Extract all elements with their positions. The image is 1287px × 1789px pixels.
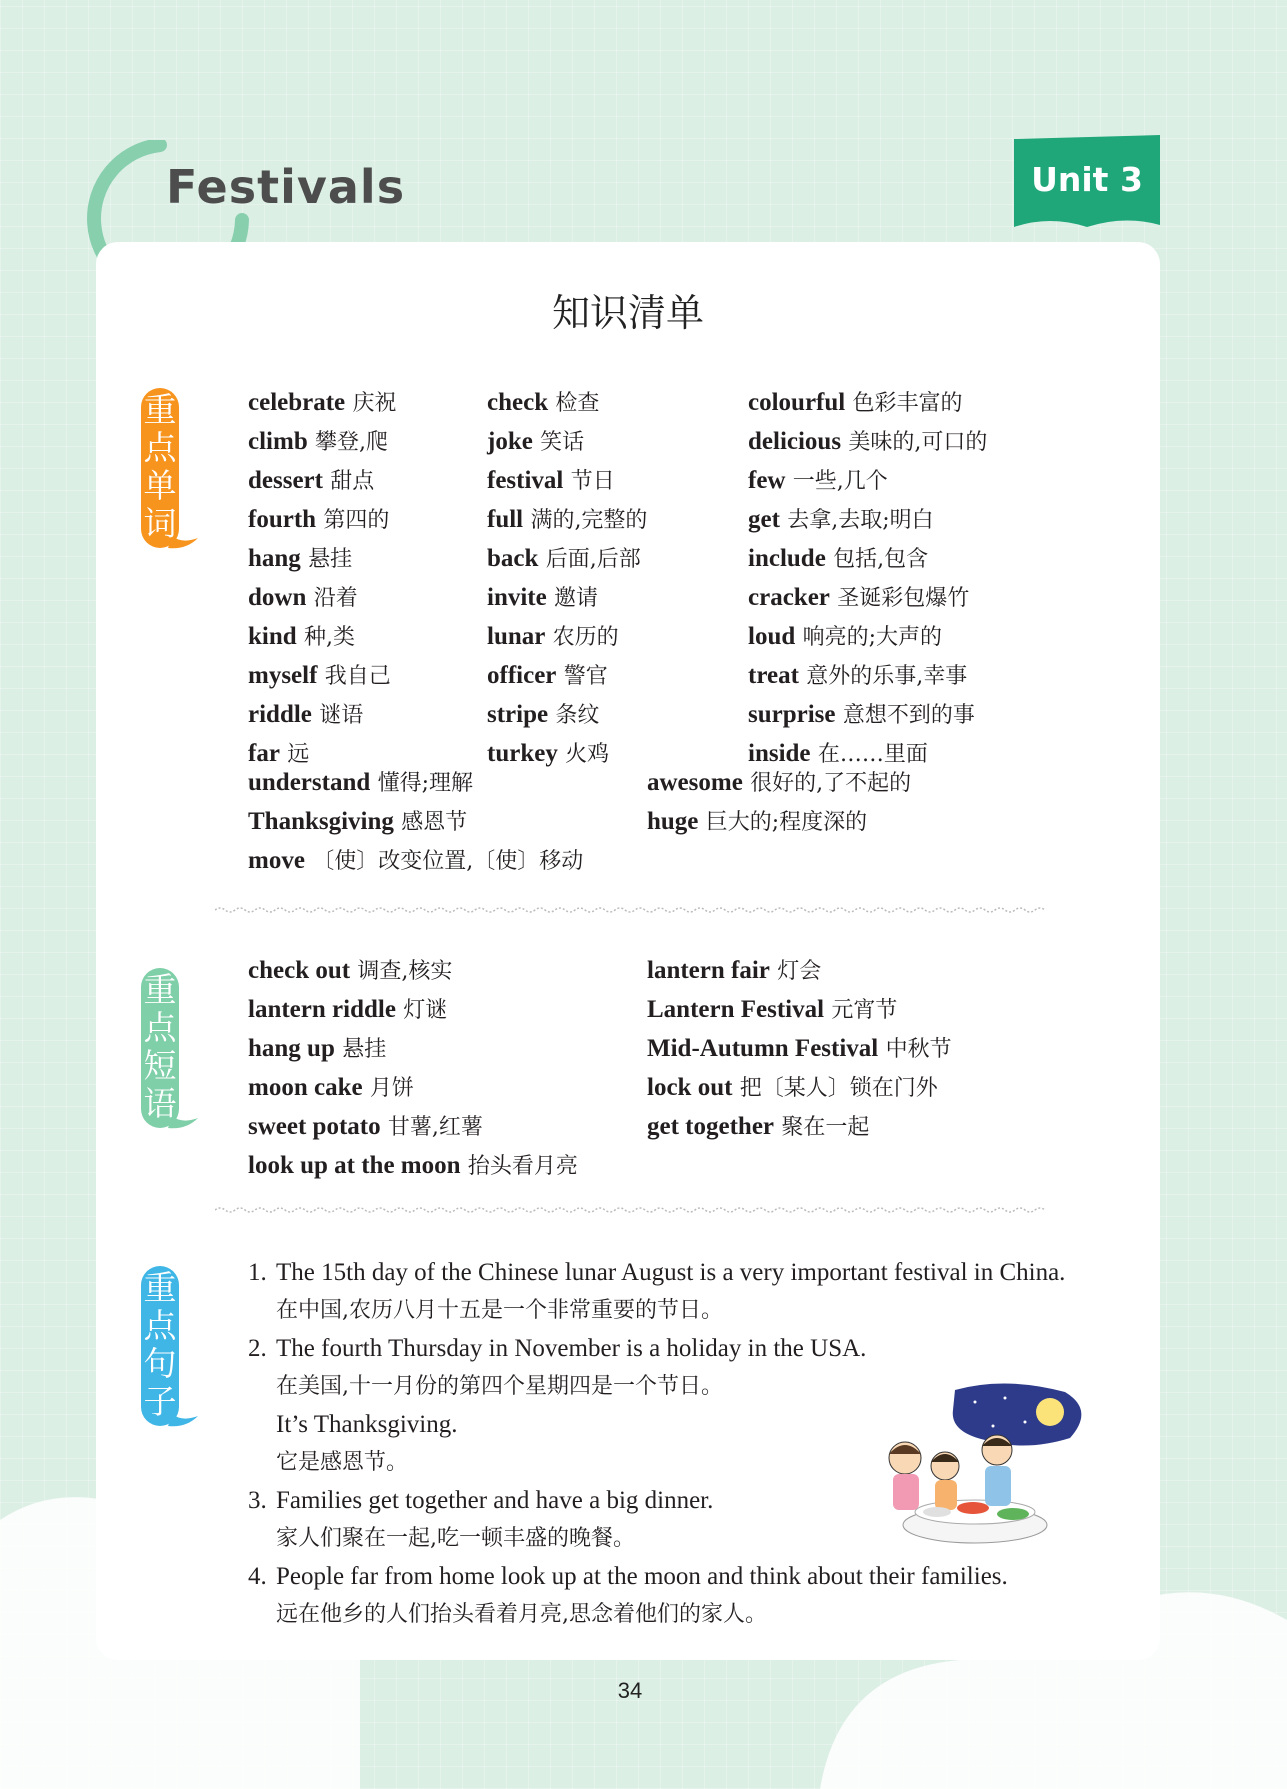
phrase-entry: look up at the moon 抬头看月亮	[248, 1152, 578, 1179]
word-entry: Thanksgiving 感恩节	[248, 808, 468, 835]
word-entry: turkey 火鸡	[487, 740, 610, 767]
phrases-column-right	[647, 952, 952, 1147]
word-entry: kind 种,类	[248, 623, 355, 650]
words-column-1	[248, 384, 396, 774]
sentence-zh: 在美国,十一月份的第四个星期四是一个节日。	[276, 1374, 723, 1399]
sentence-en: 3. Families get together and have a big dinner.	[248, 1487, 714, 1514]
phrases-column-left	[248, 952, 578, 1186]
word-entry: awesome 很好的,了不起的	[647, 769, 912, 796]
word-entry: include 包括,包含	[748, 545, 929, 572]
word-entry: treat 意外的乐事,幸事	[748, 662, 968, 689]
word-entry: move 〔使〕改变位置,〔使〕移动	[248, 847, 584, 874]
wavy-divider	[215, 906, 1045, 914]
phrase-entry: lantern riddle 灯谜	[248, 996, 448, 1023]
word-entry: celebrate 庆祝	[248, 389, 397, 416]
phrase-entry: get together 聚在一起	[647, 1113, 870, 1140]
tag-key-sentences	[138, 1266, 200, 1436]
word-entry: lunar 农历的	[487, 623, 619, 650]
word-entry: get 去拿,去取;明白	[748, 506, 934, 533]
word-entry: surprise 意想不到的事	[748, 701, 975, 728]
tag-key-words	[138, 388, 200, 558]
sentence-zh: 在中国,农历八月十五是一个非常重要的节日。	[276, 1298, 723, 1323]
word-entry: stripe 条纹	[487, 701, 600, 728]
word-entry: down 沿着	[248, 584, 358, 611]
word-entry: colourful 色彩丰富的	[748, 389, 963, 416]
card-title: 知识清单	[551, 291, 704, 335]
phrase-entry: hang up 悬挂	[248, 1035, 387, 1062]
page-number: 34	[617, 1678, 643, 1703]
word-entry: joke 笑话	[487, 428, 585, 455]
word-entry: back 后面,后部	[487, 545, 641, 572]
words-column-2	[487, 384, 647, 774]
sentence-zh-extra: 它是感恩节。	[276, 1450, 409, 1475]
word-entry: few 一些,几个	[748, 467, 888, 494]
tag-char: 重	[143, 970, 177, 1009]
word-entry: check 检查	[487, 389, 600, 416]
tag-key-phrases	[138, 968, 200, 1138]
family-moon-illustration	[865, 1380, 1095, 1545]
word-entry: understand 懂得;理解	[248, 769, 473, 796]
word-entry: festival 节日	[487, 467, 615, 494]
word-entry: myself 我自己	[248, 662, 391, 689]
word-entry: riddle 谜语	[248, 701, 364, 728]
wavy-divider	[215, 1206, 1045, 1214]
tag-char: 点	[143, 1008, 177, 1047]
word-entry: loud 响亮的;大声的	[748, 623, 942, 650]
phrase-entry: moon cake 月饼	[248, 1074, 414, 1101]
word-entry: cracker 圣诞彩包爆竹	[748, 584, 970, 611]
tag-char: 短	[143, 1046, 177, 1085]
sentence-zh: 家人们聚在一起,吃一顿丰盛的晚餐。	[276, 1526, 635, 1551]
word-entry: fourth 第四的	[248, 506, 390, 533]
word-entry: inside 在……里面	[748, 740, 928, 767]
tag-char: 点	[143, 428, 177, 467]
tag-char: 点	[143, 1306, 177, 1345]
tag-char: 句	[143, 1344, 177, 1383]
sentence-1	[248, 1254, 1128, 1330]
word-entry: full 满的,完整的	[487, 506, 648, 533]
word-entry: hang 悬挂	[248, 545, 353, 572]
tag-char: 子	[143, 1382, 177, 1421]
word-entry: climb 攀登,爬	[248, 428, 389, 455]
sentence-en: 1. The 15th day of the Chinese lunar August is a very important festival in China.	[248, 1259, 1066, 1286]
word-entry: officer 警官	[487, 662, 608, 689]
phrase-entry: lantern fair 灯会	[647, 957, 822, 984]
phrase-entry: lock out 把〔某人〕锁在门外	[647, 1074, 938, 1101]
phrase-entry: check out 调查,核实	[248, 957, 453, 984]
words-wide-right	[647, 764, 911, 842]
tag-char: 单	[143, 466, 177, 505]
phrase-entry: Mid-Autumn Festival 中秋节	[647, 1035, 952, 1062]
words-column-3	[748, 384, 987, 774]
unit-title: Festivals	[166, 160, 406, 214]
sentence-en: 4. People far from home look up at the moon and think about their families.	[248, 1563, 1008, 1590]
word-entry: huge 巨大的;程度深的	[647, 808, 868, 835]
tag-char: 语	[143, 1084, 177, 1123]
word-entry: delicious 美味的,可口的	[748, 428, 988, 455]
tag-char: 重	[143, 390, 177, 429]
tag-char: 词	[143, 504, 177, 543]
word-entry: dessert 甜点	[248, 467, 375, 494]
sentence-4	[248, 1558, 1128, 1634]
words-wide-left	[248, 764, 583, 881]
sentence-en-extra: It’s Thanksgiving.	[276, 1411, 458, 1438]
phrase-entry: sweet potato 甘薯,红薯	[248, 1113, 483, 1140]
sentence-en: 2. The fourth Thursday in November is a holiday in the USA.	[248, 1335, 867, 1362]
unit-label: Unit 3	[1031, 160, 1143, 199]
word-entry: far 远	[248, 740, 310, 767]
phrase-entry: Lantern Festival 元宵节	[647, 996, 898, 1023]
tag-char: 重	[143, 1268, 177, 1307]
sentence-zh: 远在他乡的人们抬头看着月亮,思念着他们的家人。	[276, 1602, 767, 1627]
word-entry: invite 邀请	[487, 584, 599, 611]
